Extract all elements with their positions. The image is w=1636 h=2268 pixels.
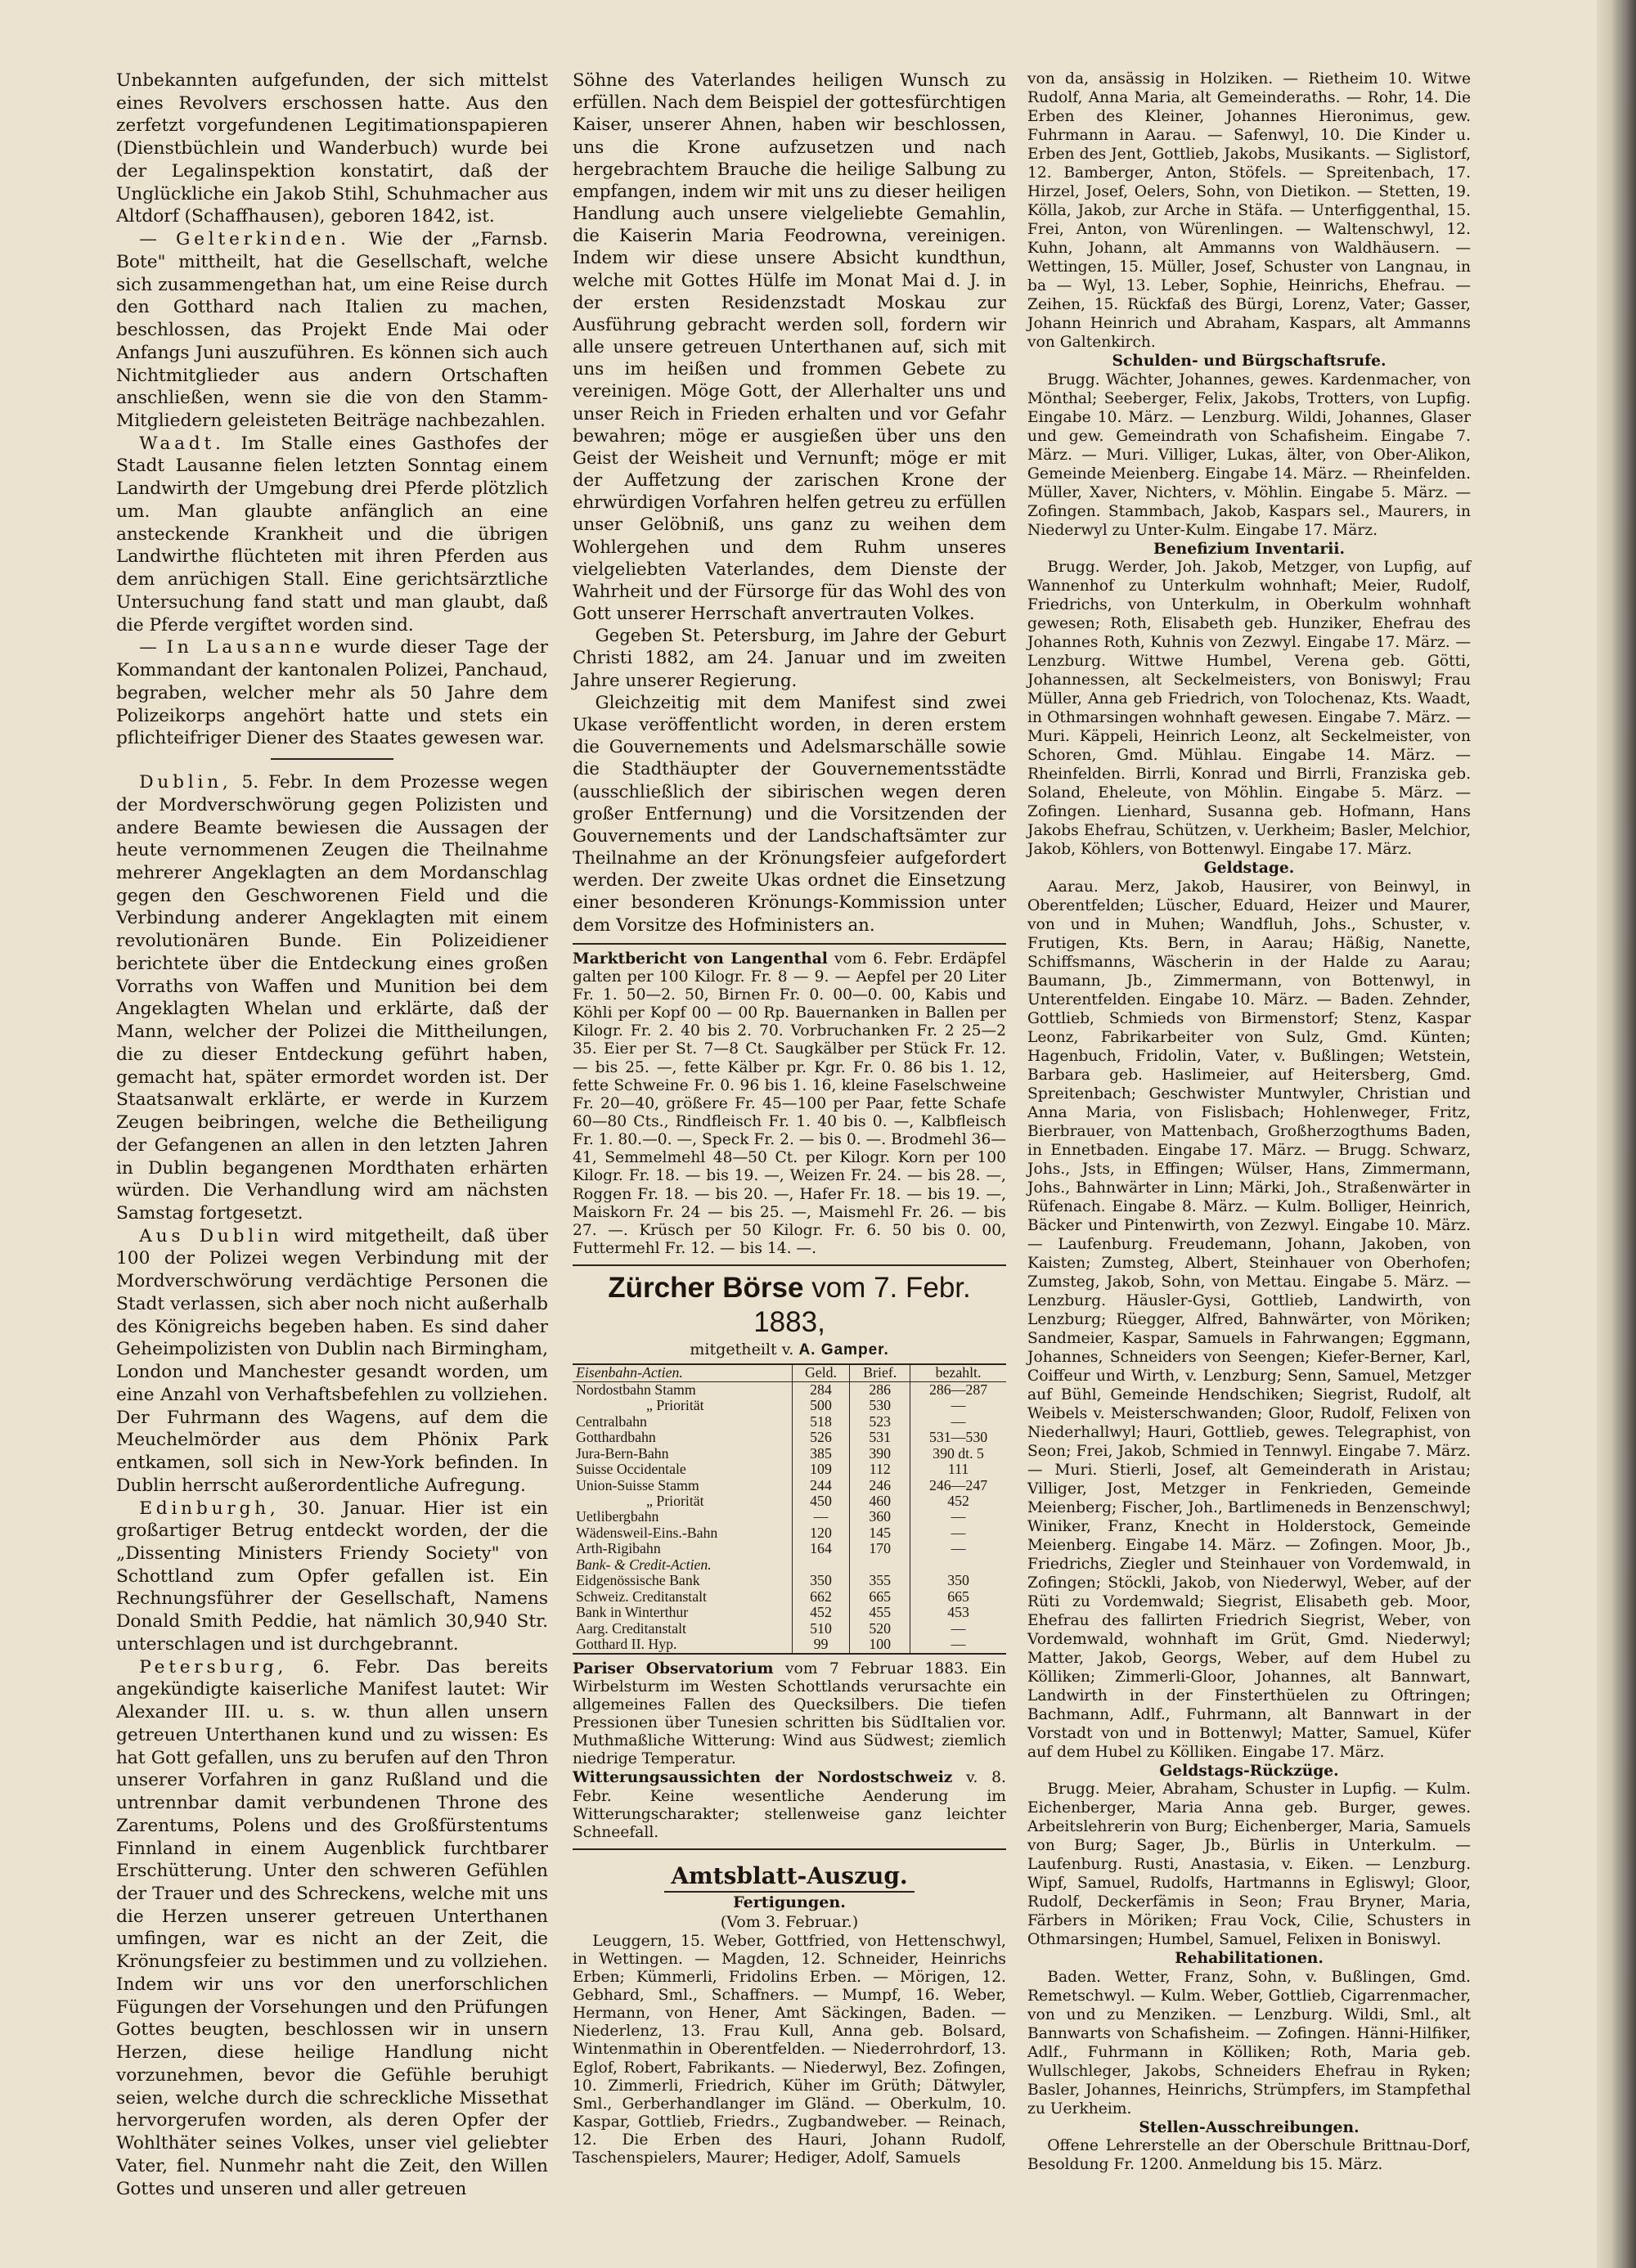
article-manifest-continued: Söhne des Vaterlandes heiligen Wunsch zu erfüllen. Nach dem Beispiel der gottesfürchtigen Kaiser, unserer Ahnen, haben wir beschlossen, uns die Krone aufzusetzen und nach hergebrachtem Brauche die heilige Salbung zu empfangen, indem wir mit uns zu dieser heiligen Handlung auch unsere vielgeliebte Gemahlin, die Kaiserin Maria Feodrowna, vereinigen. Indem wir diese unsere Absicht kundthun, welche mit Gottes Hülfe im Monat Mai d. J. in der ersten Residenzstadt Moskau zur Ausführung gebracht werden soll, fordern wir alle unsere getreuen Unterthanen auf, sich mit uns im heißen und frommen Gebete zu vereinigen. Möge Gott, der Allerhalter uns und unser Reich in Frieden erhalten und vor Gefahr bewahren; möge er ausgießen über uns den Geist der Weisheit und Vernunft; möge er mit der Auffetzung der zarischen Krone der ehrwürdigen Vorfahren helfen getreu zu erfüllen unser Gelöbniß, uns ganz zu weihen dem Wohlergehen und dem Ruhm unseres vielgeliebten Vaterlandes, dem Dienste der Wahrheit und der Fürsorge für das Wohl des von Gott unserer Herrschaft anvertrauten Volkes. (573, 70, 1006, 625)
fertigungen-date: (Vom 3. Februar.) (720, 1912, 859, 1932)
table-cell: 510 (792, 1621, 850, 1637)
article-manifest-date: Gegeben St. Petersburg, im Jahre der Geburt Christi 1882, am 24. Januar und im zweiten Jahre unserer Regierung. (573, 626, 1006, 691)
table-row (573, 1478, 1006, 1493)
table-row (573, 1381, 1006, 1398)
table-cell: Schweiz. Creditanstalt (576, 1588, 707, 1605)
market-report-title: Marktbericht von Langenthal (573, 949, 828, 968)
table-cell: 452 (910, 1493, 1006, 1509)
table-cell: — (910, 1414, 1006, 1430)
weather-title: Witterungsaussichten der Nordostschweiz (573, 1768, 953, 1787)
table-cell: 246—247 (910, 1478, 1006, 1493)
table-cell (850, 1557, 910, 1573)
heading-rehabilitationen: Rehabilitationen. (1175, 1949, 1324, 1968)
article-petersburg: Petersburg, 6. Febr. Das bereits angekündigte kaiserliche Manifest lautet: Wir Alexander III. u. s. w. thun allen unsern getreuen Unterthanen kund und zu wissen: Es hat Gott gefallen, uns zu berufen auf den Thron unserer Vorfahren in ganz Rußland und die untrennbar damit verbundenen Throne des Zarentums, Polens und des Großfürstentums Finnland in einem Augenblick furchtbarer Erschütterung. Unter den schweren Gefühlen der Trauer und des Schreckens, welche mit uns die Herzen unserer getreuen Unterthanen umfingen, war es nicht an der Zeit, die Krönungsfeier zu bestimmen und zu vollziehen. Indem wir uns vor den unerforschlichen Fügungen der Vorsehungen und den Prüfungen Gottes beugten, beschlossen wir in unsern Herzen, diese heilige Handlung nicht vorzunehmen, bevor die Gefühle beruhigt seien, welche durch die schreckliche Missethat hervorgerufen worden, als deren Opfer der Wohlthäter seines Volkes, unser viel geliebter Vater, fiel. Nunmehr naht die Zeit, den Willen Gottes und unseren und aller getreuen (116, 1656, 548, 2199)
table-cell: 665 (850, 1589, 910, 1605)
table-cell: Gotthardbahn (576, 1429, 656, 1446)
table-cell: Aarg. Creditanstalt (576, 1619, 686, 1637)
fertigungen-continued: von da, ansässig in Holziken. — Rietheim 10. Witwe Rudolf, Anna Maria, alt Gemeinderaths. — Rohr, 14. Die Erben des Kleiner, Johannes Hieronimus, gew. Fuhrmann in Aarau. — Safenwyl, 10. Die Kinder u. Erben des Jent, Gottlieb, Jakobs, Musikants. — Siglistorf, 12. Bamberger, Anton, Stöfels. — Spreitenbach, 17. Hirzel, Josef, Oelers, Sohn, von Dietikon. — Stetten, 19. Kölla, Jakob, zur Arche in Stäfa. — Unterfiggenthal, 15. Frei, Anton, von Würenlingen. — Waltenschwyl, 12. Kuhn, Johann, alt Ammanns von Waldhäusern. — Wettingen, 15. Müller, Josef, Schuster von Langnau, in ba — Wyl, 13. Leber, Sophie, Heinrichs, Ehefrau. — Zeihen, 15. Rückfaß des Bürgi, Lorenz, Vater; Gasser, Johann Heinrich und Abraham, Kaspars, alt Ammanns von Galtenkirch. (1027, 70, 1471, 351)
table-cell: 453 (910, 1605, 1006, 1620)
table-cell: — (792, 1509, 850, 1525)
benefizium-list: Brugg. Werder, Joh. Jakob, Metzger, von Lupfig, auf Wannenhof zu Unterkulm wohnhaft; Meier, Rudolf, Friedrichs, von Unterkulm, in Oberkulm wohnhaft gewesen; Roth, Elisabeth geb. Hunziker, Ehefrau des Johannes Roth, Kuhnis von Zezwyl. Eingabe 17. März. — Lenzburg. Wittwe Humbel, Verena geb. Götti, Johannessen, alt Seckelmeisters, von Boniswyl; Frau Müller, Anna geb Friedrich, von Tolochenaz, Kts. Waadt, in Othmarsingen wohnhaft gewesen. Eingabe 7. März. — Muri. Käppeli, Heinrich Leonz, alt Seckelmeister, von Schoren, Gmd. Mühlau. Eingabe 14. März. — Rheinfelden. Birrli, Konrad und Birrli, Franziska geb. Soland, Eheleute, von Möhlin. Eingabe 5. März. — Zofingen. Lienhard, Susanna geb. Hofmann, Hans Jakobs Ehefrau, Schützen, v. Uerkheim; Basler, Melchior, Jakob, Köhlers, von Bottenwyl. Eingabe 17. März. (1027, 559, 1471, 859)
place-petersburg: Petersburg, (139, 1656, 288, 1677)
rueckzuege-list: Brugg. Meier, Abraham, Schuster in Lupfig. — Kulm. Eichenberger, Maria Anna geb. Burger, gewes. Arbeitslehrerin von Burg; Eichenberger, Maria, Samuels von Burg; Sager, Jb., Bürlis in Unterkulm. — Laufenburg. Rusti, Anastasia, v. Eiken. — Lenzburg. Wipf, Samuel, Rudolfs, Hartmanns in Egliswyl; Gloor, Rudolf, Deckerfämis in Seon; Frau Bryner, Maria, Färbers in Möriken; Frau Vock, Cilie, Schusters in Othmarsingen; Humbel, Samuel, Felixen in Boniswyl. (1027, 1781, 1471, 1949)
place-gelterkinden: Gelterkinden. (176, 229, 350, 250)
table-cell: 526 (792, 1430, 850, 1445)
table-cell: 455 (850, 1605, 910, 1620)
table-cell: — (910, 1509, 1006, 1525)
table-cell: — (910, 1541, 1006, 1556)
table-cell: Wädensweil-Eins.-Bahn (576, 1524, 718, 1541)
table-cell: 99 (792, 1637, 850, 1653)
place-aus-dublin: Aus Dublin (139, 1225, 283, 1246)
table-cell: 518 (792, 1414, 850, 1430)
table-cell: 460 (850, 1493, 910, 1509)
observatory-report: Pariser Observatorium vom 7 Februar 1883. Ein Wirbelsturm im Westen Schottlands verursachte ein allgemeines Fallen des Quecksilbers. Die tiefen Pressionen über Tunesien schritten bis SüdItalien vor. Muthmaßliche Witterung: Wind aus Südwest; ziemlich niedrige Temperatur. (573, 1659, 1006, 1768)
table-row (573, 1589, 1006, 1605)
table-cell: Bank- & Credit-Actien. (576, 1556, 712, 1573)
table-cell: Uetlibergbahn (576, 1508, 659, 1525)
table-cell: 520 (850, 1621, 910, 1637)
table-cell: 662 (792, 1589, 850, 1605)
place-dublin: Dublin, (139, 772, 232, 793)
market-report: Marktbericht von Langenthal vom 6. Febr. Erdäpfel galten per 100 Kilogr. Fr. 8 — 9. — Aepfel per 20 Liter Fr. 1. 50—2. 50, Birnen Fr. 0. 00—0. 00, Kabis und Köhli per Kopf 00 — 00 Rp. Bauernanken in Ballen per Kilogr. Fr. 2. 40 bis 2. 70. Vorbruchanken Fr. 2 25—2 35. Eier per St. 7—8 Ct. Saugkälber per Stück Fr. 12. — bis 25. —, fette Kälber pr. Kgr. Fr. 0. 86 bis 1. 12, fette Schweine Fr. 0. 96 bis 1. 16, kleine Faselschweine Fr. 20—40, größere Fr. 45—100 per Paar, fette Schafe 60—80 Cts., Rindfleisch Fr. 1. 40 bis 0. —, Kalbfleisch Fr. 1. 80.—0. —, Speck Fr. 2. — bis 0. —. Brodmehl 36—41, Semmelmehl 48—50 Ct. per Kilogr. Korn per 100 Kilogr. Fr. 18. — bis 19. —, Weizen Fr. 24. — bis 28. —, Roggen Fr. 18. — bis 20. —, Hafer Fr. 18. — bis 19. —, Maiskorn Fr. 24 — bis 25. —, Maismehl Fr. 26. — bis 27. —. Krüsch per 50 Kilogr. Fr. 6. 50 bis 0. 00, Futtermehl Fr. 12. — bis 14. —. (573, 949, 1006, 1257)
stellen-list: Offene Lehrerstelle an der Oberschule Brittnau-Dorf, Besoldung Fr. 1200. Anmeldung bis 15. März. (1027, 2137, 1471, 2174)
table-cell: 164 (792, 1541, 850, 1556)
table-row (573, 1493, 1006, 1509)
place-lausanne: In Lausanne (166, 637, 325, 658)
boerse-subtitle: mitgetheilt v. A. Gamper. (690, 1340, 889, 1359)
table-cell: Bank in Winterthur (576, 1604, 689, 1621)
stock-table (573, 1363, 1006, 1654)
table-cell: 355 (850, 1573, 910, 1588)
table-row (573, 1621, 1006, 1637)
table-cell: 452 (792, 1605, 850, 1620)
table-cell: Union-Suisse Stamm (576, 1476, 699, 1493)
article-edinburgh: Edinburgh, 30. Januar. Hier ist ein großartiger Betrug entdeckt worden, der die „Dissenting Ministers Friendy Society" von Schottland zum Opfer gefallen ist. Ein Rechnungsführer der Gesellschaft, Namens Donald Smith Peddie, hat nämlich 30,940 Str. unterschlagen und ist durchgebrannt. (116, 1498, 548, 1655)
table-cell: 170 (850, 1541, 910, 1556)
column-3 (1027, 70, 1471, 2174)
table-cell (792, 1557, 850, 1573)
table-row (573, 1525, 1006, 1541)
table-cell: 390 (850, 1446, 910, 1462)
amtsblatt-divider (573, 1848, 1006, 1850)
table-cell: Jura-Bern-Bahn (576, 1444, 669, 1462)
table-cell: — (910, 1621, 1006, 1637)
table-cell: — (910, 1637, 1006, 1653)
article-stihl: Unbekannten aufgefunden, der sich mittelst eines Revolvers erschossen hatte. Aus den zerfetzt vorgefundenen Legitimationspapieren (Dienstbüchlein und Wanderbuch) wurde bei der Legalinspektion konstatirt, daß der Unglückliche ein Jakob Stihl, Schuhmacher aus Altdorf (Schaffhausen), geboren 1842, ist. (116, 70, 548, 227)
schulden-list: Brugg. Wächter, Johannes, gewes. Kardenmacher, von Mönthal; Seeberger, Felix, Jakobs, Trotters, von Lupfig. Eingabe 10. März. — Lenzburg. Wildi, Johannes, Glaser und gew. Gemeindrath von Schafisheim. Eingabe 7. März. — Muri. Villiger, Lukas, älter, von Ober-Alikon, Gemeinde Meienberg. Eingabe 14. März. — Rheinfelden. Müller, Xaver, Nichters, v. Möhlin. Eingabe 5. März. — Zofingen. Stammbach, Jakob, Kaspars sel., Maurers, in Niederwyl zu Unter-Kulm. Eingabe 17. März. (1027, 371, 1471, 539)
table-cell: 111 (910, 1462, 1006, 1477)
table-cell: „ Priorität (646, 1397, 704, 1414)
article-ukase: Gleichzeitig mit dem Manifest sind zwei Ukase veröffentlicht worden, in deren erstem die Gouvernements und Adelsmarschälle sowie die Stadthäupter der Gouvernementsstädte (ausschließlich der sibirischen wegen deren großer Entfernung) und die Vorsitzenden der Gouvernements und der Landschaftsämter zur Theilnahme an der Krönungsfeier aufgefordert werden. Der zweite Ukas ordnet die Einsetzung einer besonderen Krönungs-Kommission unter dem Vorsitze des Hofministers an. (573, 692, 1006, 936)
table-cell: 350 (792, 1573, 850, 1588)
boerse-title: Zürcher Börse vom 7. Febr. 1883, (608, 1272, 971, 1339)
table-cell: 523 (850, 1414, 910, 1430)
heading-benefizium: Benefizium Inventarii. (1153, 539, 1345, 558)
place-waadt: Waadt. (139, 433, 225, 454)
heading-rueckzuege: Geldstags-Rückzüge. (1159, 1761, 1339, 1780)
table-cell: Nordostbahn Stamm (576, 1381, 696, 1398)
fertigungen-heading: Fertigungen. (733, 1892, 846, 1911)
table-cell: 286—287 (910, 1381, 1006, 1398)
table-row (573, 1541, 1006, 1556)
table-row (573, 1446, 1006, 1462)
table-row (573, 1430, 1006, 1445)
table-cell (910, 1557, 1006, 1573)
section-divider (271, 758, 393, 760)
article-waadt: Waadt. Im Stalle eines Gasthofes der Stadt Lausanne fielen letzten Sonntag einem Landwirth der Umgebung drei Pferde plötzlich um. Man glaubte anfänglich an eine ansteckende Krankheit und die übrigen Landwirthe flüchteten mit ihren Pferden aus dem anrüchigen Stall. Eine gerichtsärztliche Untersuchung fand statt und man glaubt, daß die Pferde vergiftet worden sind. (116, 433, 548, 635)
table-cell: 385 (792, 1446, 850, 1462)
heading-schulden: Schulden- und Bürgschaftsrufe. (1112, 352, 1387, 370)
stock-table-header: Eisenbahn-Actien. Geld. Brief. bezahlt. (573, 1364, 1006, 1381)
table-cell: — (910, 1398, 1006, 1413)
table-cell: 244 (792, 1478, 850, 1493)
market-divider (573, 943, 1006, 945)
article-gelterkinden: — Gelterkinden. Wie der „Farnsb. Bote" mittheilt, hat die Gesellschaft, welche sich zusammengethan hat, um eine Reise durch den Gotthard nach Italien zu machen, beschlossen, das Projekt Ende Mai oder Anfangs Juni auszuführen. Es können sich auch Nichtmitglieder aus andern Ortschaften anschließen, wenn sie die von den Stamm-Mitgliedern geleisteten Beiträge nachbezahlen. (116, 229, 548, 432)
weather-outlook: Witterungsaussichten der Nordostschweiz v. 8. Febr. Keine wesentliche Aenderung im Witterungscharakter; stellenweise ganz leichter Schneefall. (573, 1768, 1006, 1841)
table-section-row (573, 1557, 1006, 1573)
column-1 (116, 70, 548, 2200)
table-cell: Gotthard II. Hyp. (576, 1636, 677, 1653)
article-dublin: Dublin, 5. Febr. In dem Prozesse wegen der Mordverschwörung gegen Polizisten und andere Beamte bewiesen die Aussagen der heute vernommenen Zeugen die Theilnahme mehrerer Angeklagten an dem Mordanschlag gegen den Geschworenen Field und die Verbindung anderer Angeklagten mit einem revolutionären Bunde. Ein Polizeidiener berichtete über die Entdeckung eines großen Vorraths von Waffen und Munition bei dem Angeklagten Whelan und erklärte, daß der Mann, welcher der Polizei die Mittheilungen, die zu dieser Entdeckung geführt haben, gemacht hat, später ermordet worden ist. Der Staatsanwalt erklärte, er werde in Kurzem Zeugen beibringen, welche die Betheiligung der Gefangenen an allen in den letzten Jahren in Dublin begangenen Mordthaten erhärten würden. Die Verhandlung wird am nächsten Samstag fortgesetzt. (116, 772, 548, 1224)
table-cell: 530 (850, 1398, 910, 1413)
table-row (573, 1462, 1006, 1477)
heading-geldstage: Geldstage. (1203, 859, 1295, 878)
table-cell: 531—530 (910, 1430, 1006, 1445)
table-cell: 100 (850, 1637, 910, 1653)
table-cell: 112 (850, 1462, 910, 1477)
table-cell: 390 dt. 5 (910, 1446, 1006, 1462)
table-cell: 665 (910, 1589, 1006, 1605)
table-row (573, 1414, 1006, 1430)
table-cell: 145 (850, 1525, 910, 1541)
column-2 (573, 70, 1006, 2167)
table-cell: 120 (792, 1525, 850, 1541)
table-cell: 360 (850, 1509, 910, 1525)
table-cell: 500 (792, 1398, 850, 1413)
table-cell: 286 (850, 1381, 910, 1398)
table-cell: 284 (792, 1381, 850, 1398)
table-cell: Eidgenössische Bank (576, 1572, 700, 1589)
table-row (573, 1573, 1006, 1588)
observatory-title: Pariser Observatorium (573, 1659, 774, 1677)
article-lausanne: — In Lausanne wurde dieser Tage der Kommandant der kantonalen Polizei, Panchaud, begraben, welcher mehr als 50 Jahre dem Polizeikorps angehört hatte und stets ein pflichteifriger Diener des Staates gewesen war. (116, 637, 548, 749)
boerse-divider (573, 1264, 1006, 1266)
heading-stellen: Stellen-Ausschreibungen. (1139, 2118, 1360, 2136)
table-cell: 531 (850, 1430, 910, 1445)
table-cell: 246 (850, 1478, 910, 1493)
table-row (573, 1605, 1006, 1620)
rehabilitationen-list: Baden. Wetter, Franz, Sohn, v. Bußlingen, Gmd. Remetschwyl. — Kulm. Weber, Gottlieb, Cigarrenmacher, von und zu Menziken. — Lenzburg. Wildi, Sml., alt Bannwarts von Schafisheim. — Zofingen. Hänni-Hilfiker, Adlf., Fuhrmann in Kölliken; Roth, Maria geb. Wullschleger, Jakobs, Schneiders Ehefrau in Ryken; Basler, Johannes, Heinrichs, Strümpfers, im Stampfethal zu Uerkheim. (1027, 1968, 1471, 2118)
fertigungen-list: Leuggern, 15. Weber, Gottfried, von Hettenschwyl, in Wettingen. — Magden, 12. Schneider, Heinrichs Erben; Kümmerli, Fridolins Erben. — Mörigen, 12. Gebhard, Sml., Schaffners. — Mumpf, 16. Weber, Hermann, von Hener, Amt Säckingen, Baden. — Niederlenz, 13. Frau Kull, Anna geb. Bolsard, Wintenmathin in Oberentfelden. — Niederrohrdorf, 13. Eglof, Robert, Fabrikants. — Niederwyl, Bez. Zofingen, 10. Zimmerli, Friedrich, Küher im Grüth; Dätwyler, Sml., Gerberhandlanger im Gländ. — Oberkulm, 10. Kaspar, Gottlieb, Friedrs., Zugbandweber. — Reinach, 12. Die Erben des Hauri, Johann Rudolf, Taschenspielers, Maurer; Hediger, Adolf, Samuels (573, 1932, 1006, 2167)
table-cell: — (910, 1525, 1006, 1541)
table-row (573, 1509, 1006, 1525)
table-cell: „ Priorität (646, 1493, 704, 1510)
table-cell: 109 (792, 1462, 850, 1477)
geldstage-list: Aarau. Merz, Jakob, Hausirer, von Beinwyl, in Oberentfelden; Lüscher, Eduard, Heizer und Maurer, von und in Muhen; Wandfluh, Johs., Schuster, v. Frutigen, Kts. Bern, in Aarau; Häßig, Nanette, Schiffsmanns, Wäscherin in der Halde zu Aarau; Baumann, Jb., Zimmermann, von Bottenwyl, in Unterentfelden. Eingabe 10. März. — Baden. Zehnder, Gottlieb, Schmieds von Birmenstorf; Stenz, Kaspar Leonz, Fabrikarbeiter von Sulz, Gmd. Künten; Hagenbuch, Fridolin, Vater, v. Bußlingen; Wetstein, Barbara geb. Haslimeier, auf Heitersberg, Gmd. Spreitenbach; Geschwister Muntwyler, Christian und Anna Maria, von Fislisbach; Hohlenweger, Fritz, Bierbrauer, von Mattenbach, Großherzogthums Baden, in Ennetbaden. Eingabe 17. März. — Brugg. Schwarz, Johs., Jsts, in Effingen; Wülser, Hans, Zimmermann, Johs., Bahnwärter in Linn; Märki, Joh., Straßenwärter in Rüfenach. Eingabe 8. März. — Kulm. Bolliger, Heinrich, Bäcker und Pintenwirth, von Zezwyl. Eingabe 10. März. — Laufenburg. Freudemann, Johann, Jakoben, von Kaisten; Zumsteg, Albert, Steinhauer von Oberhofen; Zumsteg, Jakob, Sohn, von Mettau. Eingabe 5. März. — Lenzburg. Häusler-Gysi, Gottlieb, Landwirth, von Lenzburg; Rüegger, Alfred, Bahnwärter, von Möriken; Sandmeier, Kaspar, Samuels in Fahrwangen; Eggmann, Johannes, Schneiders von Seengen; Kiefer-Berner, Karl, Coiffeur und Wirth, v. Lenzburg; Senn, Samuel, Metzger auf Bühl, Gemeinde Hendschiken; Siegrist, Rudolf, alt Weibels v. Meisterschwanden; Gloor, Rudolf, Felixen von Niederhallwyl; Hauri, Gottlieb, gewes. Telegraphist, von Seon; Frei, Jakob, Schmied in Tennwyl. Eingabe 7. März. — Muri. Stierli, Josef, alt Gemeinderath in Aristau; Villiger, Jost, Metzger in Fenkrieden, Gemeinde Meienberg; Fischer, Joh., Bartlimeneds in Benzenschwyl; Winiker, Franz, Knecht in Holderstock, Gemeinde Meienberg. Eingabe 14. März. — Zofingen. Moor, Jb., Friedrichs, Ziegler und Steinhauer von Vordemwald, in Zofingen; Stöckli, Jakob, von Niederwyl, Weber, auf der Rüti zu Vordemwald; Siegrist, Elisabeth geb. Moor, Ehefrau des fallirten Friedrich Siegrist, Weber, von Vordemwald, wohnhaft im Grüt, Gmd. Niederwyl; Matter, Jakob, Georgs, Weber, auf dem Hubel zu Kölliken; Zimmerli-Gloor, Johannes, alt Bannwart, Landwirth in der Finsterthüelen zu Oftringen; Bachmann, Adlf., Fuhrmann, alt Bannwart in der Vorstadt von und in Bottenwyl; Matter, Samuel, Küfer auf dem Hubel zu Kölliken. Eingabe 17. März. (1027, 878, 1471, 1761)
amtsblatt-title: Amtsblatt-Auszug. (573, 1862, 1006, 1893)
table-cell: Centralbahn (576, 1412, 647, 1430)
table-row (573, 1398, 1006, 1413)
page-edge-shadow (1597, 0, 1636, 2268)
place-edinburgh: Edinburgh, (139, 1498, 280, 1519)
table-cell: Arth-Rigibahn (576, 1540, 661, 1557)
article-aus-dublin: Aus Dublin wird mitgetheilt, daß über 100 der Polizei wegen Verbindung mit der Mordverschwörung verdächtige Personen die Stadt verlassen, sich aber noch nicht außerhalb des Königreichs begeben haben. Es sind daher Geheimpolizisten von Dublin nach Birmingham, London und Manchester gesandt worden, um eine Anzahl von Verhaftsbefehlen zu vollziehen. Der Fuhrmann des Wagens, auf dem die Meuchelmörder aus dem Phönix Park entkamen, soll sich in New-York befinden. In Dublin herrscht außerordentliche Aufregung. (116, 1225, 548, 1496)
table-cell: 450 (792, 1493, 850, 1509)
table-cell: 350 (910, 1573, 1006, 1588)
table-row (573, 1637, 1006, 1653)
table-cell: Suisse Occidentale (576, 1461, 686, 1478)
